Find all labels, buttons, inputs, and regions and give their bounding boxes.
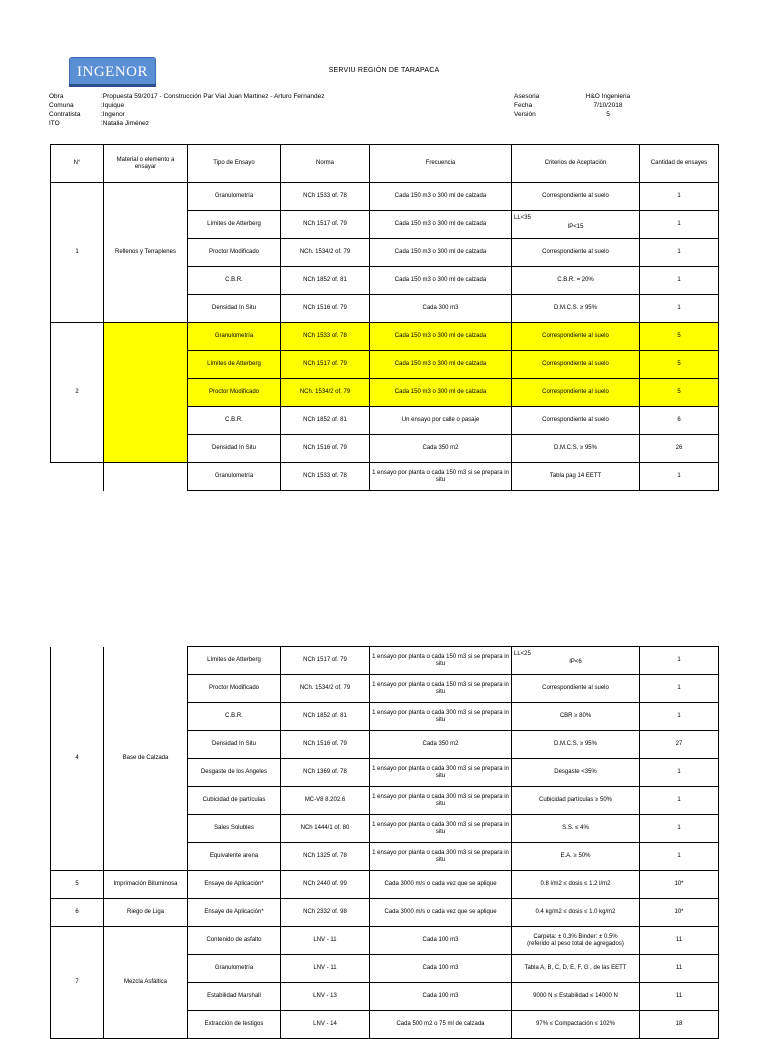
material-cell: Rellenos y Terraplenes [104,183,188,323]
criterio-cell [512,927,640,955]
criterio-cell: Correspondiente al suelo [512,351,640,379]
frecuencia-cell: Cada 3000 m/s o cada vez que se aplique [370,871,512,899]
frecuencia-cell: 1 ensayo por planta o cada 300 m3 si se prepara in situ [370,703,512,731]
table-header-row [51,145,719,183]
criterio-cell: Correspondiente al suelo [512,183,640,211]
cantidad-cell: 1 [640,843,719,871]
criterio-cell: C.B.R. = 20% [512,267,640,295]
frecuencia-cell: Cada 150 m3 o 300 ml de calzada [370,267,512,295]
criterio-cell: Correspondiente al suelo [512,323,640,351]
norma-cell: NCh 1444/1 of. 80 [281,815,370,843]
header-norma: Norma [281,145,370,183]
criterio-cell: 0.8 l/m2 ≤ dosis ≤ 1.2 l/m2 [512,871,640,899]
frecuencia-cell: Cada 350 m2 [370,435,512,463]
info-row [49,119,325,128]
material-cell: Imprimación Bituminosa [104,871,188,899]
criterio-cell [512,647,640,675]
logo-text: INGENOR [77,63,148,80]
frecuencia-cell: 1 ensayo por planta o cada 150 m3 si se prepara in situ [370,647,512,675]
row-number: 2 [51,323,104,463]
cantidad-cell: 1 [640,759,719,787]
norma-cell: NCh 2332 of. 98 [281,899,370,927]
material-cell: Mezcla Asfáltica [104,927,188,1039]
cantidad-cell: 1 [640,787,719,815]
info-row [514,110,638,119]
info-row [49,101,325,110]
info-value: :Ingenor [101,111,125,118]
criterio-ll: LL<35 [514,215,531,221]
norma-cell: NCh 1533 of. 78 [281,323,370,351]
info-value: H&O Ingenieria [585,93,631,100]
info-value: :Propuesta 59/2017 - Construcción Par Vial Juan Martinez - Arturo Fernandez [101,93,325,100]
norma-cell: NCh 1516 of. 79 [281,435,370,463]
row-number: 4 [51,647,104,871]
criterio-cell [512,211,640,239]
info-label: Comuna [49,102,74,109]
cantidad-cell: 1 [640,675,719,703]
cantidad-cell: 10* [640,871,719,899]
criterio-cell: Correspondiente al suelo [512,407,640,435]
norma-cell: MC-V8 8.202.6 [281,787,370,815]
criterio-ip: IP<15 [567,224,584,230]
header-tipo: Tipo de Ensayo [188,145,281,183]
info-row [514,101,638,110]
frecuencia-cell: Cada 150 m3 o 300 ml de calzada [370,211,512,239]
norma-cell: NCh 1517 of. 79 [281,647,370,675]
cantidad-cell: 26 [640,435,719,463]
cantidad-cell: 1 [640,239,719,267]
cantidad-cell: 1 [640,463,719,491]
criterio-cell: Correspondiente al suelo [512,675,640,703]
header-material: Material o elemento a ensayar [104,145,188,183]
cantidad-cell: 5 [640,379,719,407]
test-table-bottom [50,646,719,1039]
criterio-cell: D.M.C.S. ≥ 95% [512,295,640,323]
info-label: Versión [514,111,536,118]
header-cantidad: Cantidad de ensayes [640,145,719,183]
norma-cell: NCh 2440 of. 99 [281,871,370,899]
tipo-cell: Proctor Modificado [188,239,281,267]
tipo-cell: Contenido de asfalto [188,927,281,955]
criterio-line: (referido al peso total de agregados) [527,940,624,947]
tipo-cell: Extracción de testigos [188,1011,281,1039]
table-row [51,323,719,351]
cantidad-cell: 5 [640,323,719,351]
criterio-cell: D.M.C.S. ≥ 95% [512,435,640,463]
norma-cell: LNV - 13 [281,983,370,1011]
info-value: 5 [606,111,610,118]
table-row [51,463,719,491]
criterio-line: Carpeta: ± 0.3% Binder: ± 0.5% [533,933,618,940]
criterio-cell: Desgaste <35% [512,759,640,787]
frecuencia-cell: Cada 100 m3 [370,927,512,955]
tipo-cell: Ensaye de Aplicación* [188,871,281,899]
norma-cell: NCh. 1534/2 of. 79 [281,239,370,267]
cantidad-cell: 5 [640,351,719,379]
project-info [49,92,325,128]
norma-cell: NCh 1852 of. 81 [281,267,370,295]
criterio-cell: 97% ≤ Compactación ≤ 102% [512,1011,640,1039]
frecuencia-cell: Cada 500 m2 o 75 ml de calzada [370,1011,512,1039]
norma-cell: NCh 1533 of. 78 [281,183,370,211]
criterio-cell: S.S. ≤ 4% [512,815,640,843]
info-label: Fecha [514,102,533,109]
tipo-cell: Equivalente arena [188,843,281,871]
tipo-cell: Sales Solubles [188,815,281,843]
frecuencia-cell: Cada 350 m2 [370,731,512,759]
frecuencia-cell: 1 ensayo por planta o cada 300 m3 si se prepara in situ [370,843,512,871]
cantidad-cell: 1 [640,267,719,295]
tipo-cell: Límites de Atterberg [188,211,281,239]
norma-cell: NCh 1325 of. 78 [281,843,370,871]
tipo-cell: C.B.R. [188,407,281,435]
frecuencia-cell: Cada 150 m3 o 300 ml de calzada [370,379,512,407]
tipo-cell: C.B.R. [188,267,281,295]
frecuencia-cell: Cada 150 m3 o 300 ml de calzada [370,239,512,267]
frecuencia-cell: Un ensayo por calle o pasaje [370,407,512,435]
criterio-cell: Correspondiente al suelo [512,379,640,407]
tipo-cell: Densidad In Situ [188,731,281,759]
frecuencia-cell: 1 ensayo por planta o cada 150 m3 si se prepara in situ [370,675,512,703]
table-row [51,183,719,211]
cantidad-cell: 1 [640,183,719,211]
report-info [514,92,638,119]
norma-cell: NCh 1533 of. 78 [281,463,370,491]
tipo-cell: Estabilidad Marshall [188,983,281,1011]
tipo-cell: Desgaste de los Angeles [188,759,281,787]
frecuencia-cell: Cada 100 m3 [370,955,512,983]
info-label: Obra [49,93,64,100]
frecuencia-cell: Cada 150 m3 o 300 ml de calzada [370,323,512,351]
test-table-top [50,144,719,491]
material-cell: Riego de Liga [104,899,188,927]
norma-cell: NCh. 1534/2 of. 79 [281,675,370,703]
info-value: :Iquique [101,102,125,109]
cantidad-cell: 1 [640,815,719,843]
norma-cell: LNV - 11 [281,927,370,955]
cantidad-cell: 11 [640,927,719,955]
norma-cell: NCh 1852 of. 81 [281,703,370,731]
info-row [514,92,638,101]
criterio-cell: 9000 N ≤ Estabilidad ≤ 14000 N [512,983,640,1011]
frecuencia-cell: 1 ensayo por planta o cada 150 m3 si se prepara in situ [370,463,512,491]
material-cell [104,323,188,407]
table-row [51,871,719,899]
info-value: 7/10/2018 [593,102,623,109]
criterio-cell: D.M.C.S. ≥ 95% [512,731,640,759]
frecuencia-cell: 1 ensayo por planta o cada 300 m3 si se prepara in situ [370,815,512,843]
criterio-ip: IP<6 [569,659,582,665]
row-number: 5 [51,871,104,899]
tipo-cell: Granulometría [188,463,281,491]
tipo-cell: Cubicidad de partículas [188,787,281,815]
material-cell-lower [104,407,188,463]
header-frecuencia: Frecuencia [370,145,512,183]
info-row [49,110,325,119]
table-row [51,407,719,435]
tipo-cell: Granulometría [188,323,281,351]
row-number: 6 [51,899,104,927]
document-title: SERVIU REGIÓN DE TARAPACA [328,67,440,74]
frecuencia-cell: Cada 300 m3 [370,295,512,323]
norma-cell: NCh 1517 of. 79 [281,351,370,379]
criterio-cell: Cubicidad partículas ≥ 50% [512,787,640,815]
info-value: :Natalia Jiménez [101,120,150,127]
info-label: Contratista [49,111,81,118]
header-num: N° [51,145,104,183]
cantidad-cell: 11 [640,983,719,1011]
norma-cell: LNV - 14 [281,1011,370,1039]
material-cell: Base de Calzada [104,647,188,871]
tipo-cell: Densidad In Situ [188,435,281,463]
frecuencia-cell: Cada 150 m3 o 300 ml de calzada [370,351,512,379]
criterio-cell: Tabla pag 14 EETT [512,463,640,491]
criterio-ll: LL<25 [514,651,531,657]
cantidad-cell: 1 [640,647,719,675]
material-cell [104,463,188,491]
norma-cell: NCh 1852 of. 81 [281,407,370,435]
tipo-cell: Granulometría [188,183,281,211]
info-label: Asesoria [514,93,540,100]
frecuencia-cell: Cada 3000 m/s o cada vez que se aplique [370,899,512,927]
criterio-cell: 0.4 kg/m2 ≤ dosis ≤ 1.0 kg/m2 [512,899,640,927]
tipo-cell: Granulometría [188,955,281,983]
header-criterios: Criterios de Aceptación [512,145,640,183]
frecuencia-cell: Cada 150 m3 o 300 ml de calzada [370,183,512,211]
criterio-cell: Correspondiente al suelo [512,239,640,267]
cantidad-cell: 11 [640,955,719,983]
cantidad-cell: 1 [640,703,719,731]
frecuencia-cell: 1 ensayo por planta o cada 300 m3 si se prepara in situ [370,759,512,787]
frecuencia-cell: Cada 100 m3 [370,983,512,1011]
logo-underline [69,84,156,87]
cantidad-cell: 1 [640,211,719,239]
table-row [51,927,719,955]
norma-cell: NCh 1369 of. 78 [281,759,370,787]
criterio-cell: E.A. ≥ 50% [512,843,640,871]
table-row [51,647,719,675]
norma-cell: NCh 1516 of. 79 [281,731,370,759]
tipo-cell: Límites de Atterberg [188,351,281,379]
info-label: ITO [49,120,60,127]
tipo-cell: Densidad In Situ [188,295,281,323]
row-number [51,463,104,491]
frecuencia-cell: 1 ensayo por planta o cada 300 m3 si se prepara in situ [370,787,512,815]
cantidad-cell: 18 [640,1011,719,1039]
cantidad-cell: 10* [640,899,719,927]
info-row [49,92,325,101]
norma-cell: LNV - 11 [281,955,370,983]
criterio-cell: Tabla A, B, C, D, E, F, G , de las EETT [512,955,640,983]
norma-cell: NCh 1517 of. 79 [281,211,370,239]
tipo-cell: C.B.R. [188,703,281,731]
norma-cell: NCh 1516 of. 79 [281,295,370,323]
row-number: 1 [51,183,104,323]
tipo-cell: Límites de Atterberg [188,647,281,675]
cantidad-cell: 27 [640,731,719,759]
row-number: 7 [51,927,104,1039]
tipo-cell: Ensaye de Aplicación* [188,899,281,927]
cantidad-cell: 1 [640,295,719,323]
cantidad-cell: 6 [640,407,719,435]
table-row [51,899,719,927]
norma-cell: NCh. 1534/2 of. 79 [281,379,370,407]
tipo-cell: Proctor Modificado [188,675,281,703]
criterio-cell: CBR ≥ 80% [512,703,640,731]
tipo-cell: Proctor Modificado [188,379,281,407]
